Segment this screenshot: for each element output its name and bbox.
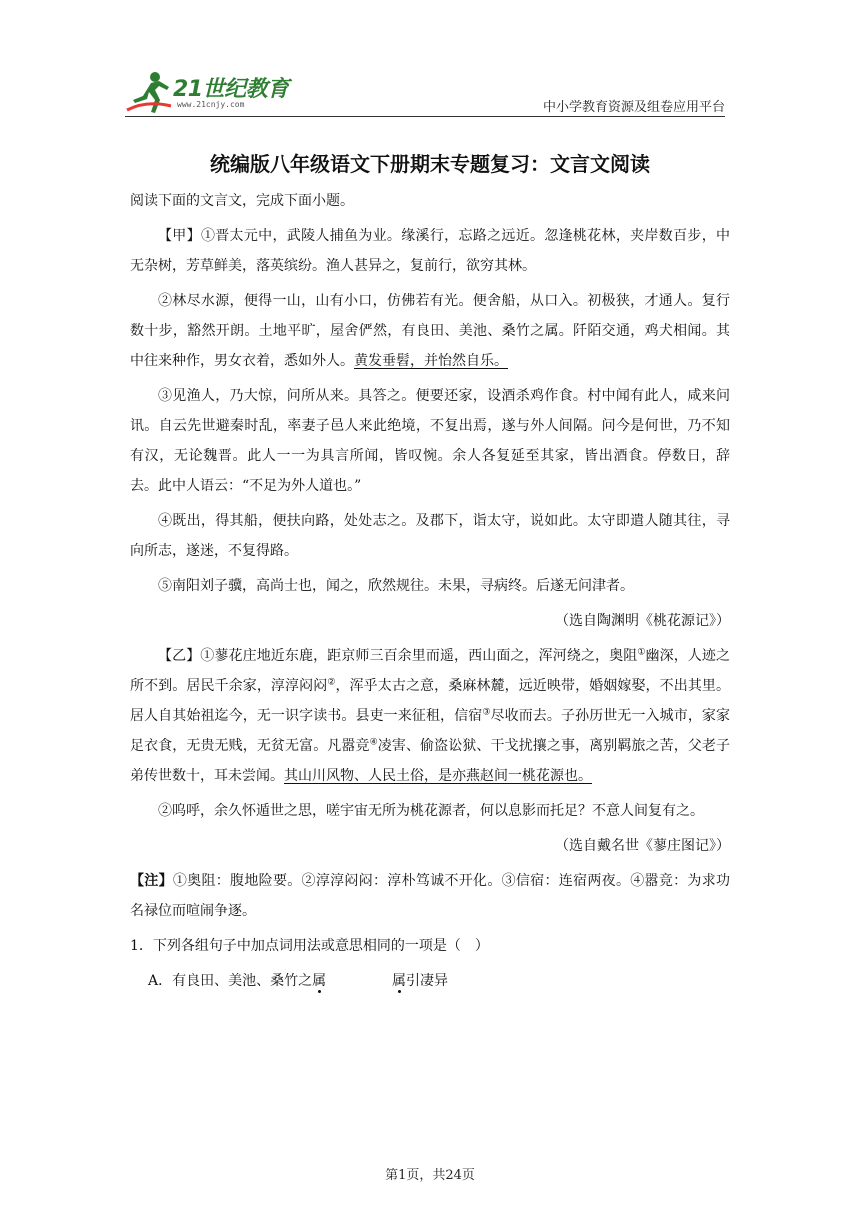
option-a-s1-text: 有良田、美池、桑竹之: [172, 973, 313, 989]
passage-yi-para-2: ②呜呼，余久怀遁世之思，嗟宇宙无所为桃花源者，何以息影而托足？不意人间复有之。: [158, 803, 704, 819]
passage-yi-source: （选自戴名世《蓼庄图记》）: [555, 838, 730, 854]
option-a-s2-text: 引凄异: [406, 973, 448, 989]
logo-url: www.21cnjy.com: [177, 100, 245, 109]
notes-text: ①奥阻：腹地险要。②淳淳闷闷：淳朴笃诚不开化。③信宿：连宿两夜。④嚣竞：为求功名禄位而喧闹争逐。: [130, 873, 731, 919]
document-body: [130, 186, 730, 996]
passage-jia-para-2: [130, 286, 730, 376]
passage-jia-para-1: [130, 221, 730, 281]
dotted-word: 属: [312, 973, 327, 989]
passage-jia-para-4: ④既出，得其船，便扶向路，处处志之。及郡下，诣太守，说如此。太守即遣人随其往，寻向所志，遂迷，不复得路。: [130, 513, 730, 559]
option-a: [130, 966, 730, 996]
logo: [125, 68, 290, 116]
page-title: 统编版八年级语文下册期末专题复习：文言文阅读: [210, 152, 650, 176]
note-ref-2: ②: [327, 677, 336, 688]
annotation-notes: [130, 866, 730, 926]
underlined-sentence-jia: 黄发垂髫，并怡然自乐。: [354, 353, 508, 369]
page-footer: 第1页，共24页: [385, 1168, 475, 1183]
yi-text-d: 尽收而去。子孙历世无一入城市，家家足衣食，无贵无贱，无贫无富。凡嚣竞: [130, 708, 731, 754]
runner-logo-icon: [125, 70, 173, 116]
yi-text-c: ，浑乎太古之意，桑麻林麓，远近映带，婚姻嫁娶，不出其里。居人自其始祖迄今，无一识字读书。县吏一来征租，信宿: [130, 678, 731, 724]
dotted-word: 属: [392, 973, 406, 989]
page-header: [125, 68, 725, 116]
option-a-sentence-2: [392, 966, 448, 996]
notes-label: 【注】: [130, 873, 173, 889]
yi-text-a: ①蓼花庄地近东鹿，距京师三百余里而遥，西山面之，浑河绕之，奥阻: [200, 648, 638, 664]
underlined-sentence-yi: 其山川风物、人民土俗，是亦燕赵间一桃花源也。: [284, 768, 592, 784]
header-divider: [125, 116, 725, 117]
intro-text: 阅读下面的文言文，完成下面小题。: [130, 193, 354, 209]
passage-yi-tag: 【乙】: [158, 648, 201, 664]
passage-jia-source: （选自陶渊明《桃花源记》）: [555, 613, 730, 629]
passage-jia-para-2-text: ②林尽水源，便得一山，山有小口，仿佛若有光。便舍船，从口入。初极狭，才通人。复行数十步，豁然开朗。土地平旷，屋舍俨然，有良田、美池、桑竹之属。阡陌交通，鸡犬相闻。其中往来种作，男女衣着，悉如外人。: [130, 293, 730, 369]
logo-text: 21世纪教育: [173, 77, 289, 102]
passage-jia-tag: 【甲】: [158, 228, 201, 244]
platform-name: 中小学教育资源及组卷应用平台: [542, 100, 725, 115]
yi-text-b: 幽深，人迹之所不到。居民千余家，淳淳闷闷: [130, 648, 731, 694]
passage-jia-para-1-text: ①晋太元中，武陵人捕鱼为业。缘溪行，忘路之远近。忽逢桃花林，夹岸数百步，中无杂树，芳草鲜美，落英缤纷。渔人甚异之，复前行，欲穷其林。: [130, 228, 731, 274]
yi-text-e: 凌害、偷盗讼狱、干戈扰攘之事，离别羁旅之苦，父老子弟传世数十，耳未尝闻。: [130, 738, 731, 784]
option-a-label: A．: [148, 973, 173, 989]
passage-yi-para-1: [130, 641, 730, 791]
note-ref-1: ①: [637, 647, 646, 658]
question-stem: 1．下列各组句子中加点词用法或意思相同的一项是（ ）: [130, 938, 489, 954]
passage-jia-para-5: ⑤南阳刘子骥，高尚士也，闻之，欣然规往。未果，寻病终。后遂无问津者。: [158, 578, 634, 594]
option-a-sentence-1: [148, 966, 392, 996]
note-ref-4: ④: [369, 737, 378, 748]
note-ref-3: ③: [482, 707, 491, 718]
passage-jia-para-3: ③见渔人，乃大惊，问所从来。具答之。便要还家，设酒杀鸡作食。村中闻有此人，咸来问讯。自云先世避秦时乱，率妻子邑人来此绝境，不复出焉，遂与外人间隔。问今是何世，乃不知有汉，无论魏晋。此人一一为具言所闻，皆叹惋。余人各复延至其家，皆出酒食。停数日，辞去。此中人语云：“不足为外人道也。”: [130, 388, 730, 494]
